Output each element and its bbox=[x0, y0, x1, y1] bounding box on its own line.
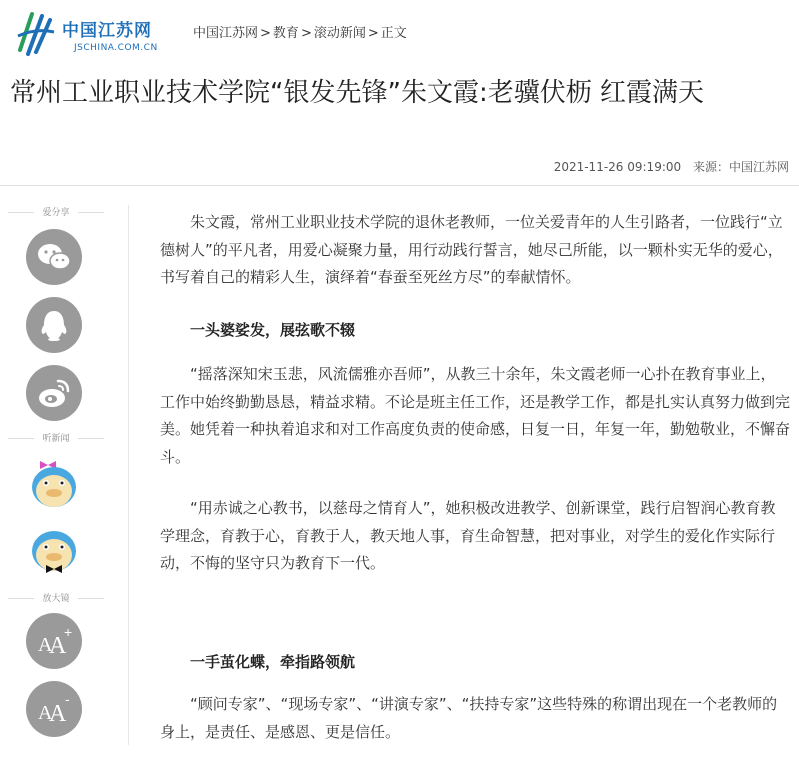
breadcrumb bbox=[193, 22, 409, 41]
article-title: 常州工业职业技术学院“银发先锋”朱文霞:老骥伏枥 红霞满天 bbox=[10, 78, 704, 108]
sidebar-divider bbox=[128, 205, 129, 745]
article-date: 2021-11-26 09:19:00 bbox=[553, 160, 682, 174]
article-paragraph: “顾问专家”、“现场专家”、“讲演专家”、“扶持专家”这些特殊的称谓出现在一个老教师的身上，是责任、是感恩、更是信任。 bbox=[160, 695, 778, 741]
article-subheading: 一头婆娑发，展弦歌不辍 bbox=[190, 321, 356, 339]
site-header bbox=[0, 0, 799, 66]
wechat-share-button[interactable] bbox=[26, 229, 82, 285]
logo-name: 中国江苏网 bbox=[62, 21, 152, 41]
breadcrumb-home[interactable]: 中国江苏网 bbox=[193, 26, 259, 41]
share-label: 爱分享 bbox=[0, 205, 112, 219]
article-paragraph: “用赤诚之心教书，以慈母之情育人”，她积极改进教学、创新课堂，践行启智润心教育教学理念，育教于心，育教于人，教天地人事，育生命智慧，把对事业，对学生的爱化作实际行动，不悔的坚守只为教育下一代。 bbox=[160, 499, 776, 572]
zoom-out-button[interactable] bbox=[26, 681, 82, 737]
source-label: 来源： bbox=[692, 160, 729, 174]
svg-text:A: A bbox=[49, 701, 67, 727]
svg-text:A: A bbox=[38, 702, 53, 724]
svg-text:A: A bbox=[49, 633, 67, 659]
zoom-out-icon bbox=[26, 681, 82, 737]
breadcrumb-education[interactable]: 教育 bbox=[272, 26, 299, 41]
female-voice-avatar-icon[interactable] bbox=[26, 453, 82, 513]
article-meta bbox=[554, 158, 789, 175]
svg-text:-: - bbox=[65, 691, 70, 707]
article-paragraph: 朱文霞，常州工业职业技术学院的退休老教师，一位关爱青年的人生引路者，一位践行“立德树人”的平凡者，用爱心凝聚力量，用行动践行誓言，她尽己所能，以一颗朴实无华的爱心，书写着自己的精彩人生，演绎着“春蚕至死丝方尽”的奉献情怀。 bbox=[160, 213, 783, 286]
breadcrumb-current: 正文 bbox=[380, 26, 407, 41]
male-voice-avatar-icon[interactable] bbox=[26, 521, 82, 581]
zoom-in-icon bbox=[26, 613, 82, 669]
svg-text:A: A bbox=[38, 634, 53, 656]
logo-domain: JSCHINA.COM.CN bbox=[74, 43, 158, 53]
zoom-label: 放大镜 bbox=[0, 591, 112, 605]
zoom-in-button[interactable] bbox=[26, 613, 82, 669]
breadcrumb-sep: > bbox=[300, 26, 312, 41]
weibo-icon bbox=[26, 365, 82, 421]
article-source[interactable]: 中国江苏网 bbox=[728, 160, 789, 174]
header-divider bbox=[0, 185, 799, 186]
breadcrumb-rolling-news[interactable]: 滚动新闻 bbox=[313, 26, 366, 41]
article-paragraph: “摇落深知宋玉悲，风流儒雅亦吾师”，从教三十余年，朱文霞老师一心扑在教育事业上，工作中始终勤勤恳恳，精益求精。不论是班主任工作，还是教学工作，都是扎实认真努力做到完美。她凭着一种执着追求和对工作高度负责的使命感，日复一日，年复一年，勤勉敬业，不懈奋斗。 bbox=[160, 365, 791, 466]
weibo-share-button[interactable] bbox=[26, 365, 82, 421]
site-logo[interactable] bbox=[14, 6, 164, 60]
qq-icon bbox=[26, 297, 82, 353]
logo-mark-icon bbox=[14, 6, 58, 60]
breadcrumb-sep: > bbox=[260, 26, 271, 41]
qq-share-button[interactable] bbox=[26, 297, 82, 353]
listen-label: 听新闻 bbox=[0, 431, 112, 445]
breadcrumb-sep: > bbox=[367, 26, 379, 41]
wechat-icon bbox=[26, 229, 82, 285]
svg-text:+: + bbox=[64, 624, 73, 640]
article-subheading: 一手茧化蝶，牵指路领航 bbox=[190, 653, 356, 671]
